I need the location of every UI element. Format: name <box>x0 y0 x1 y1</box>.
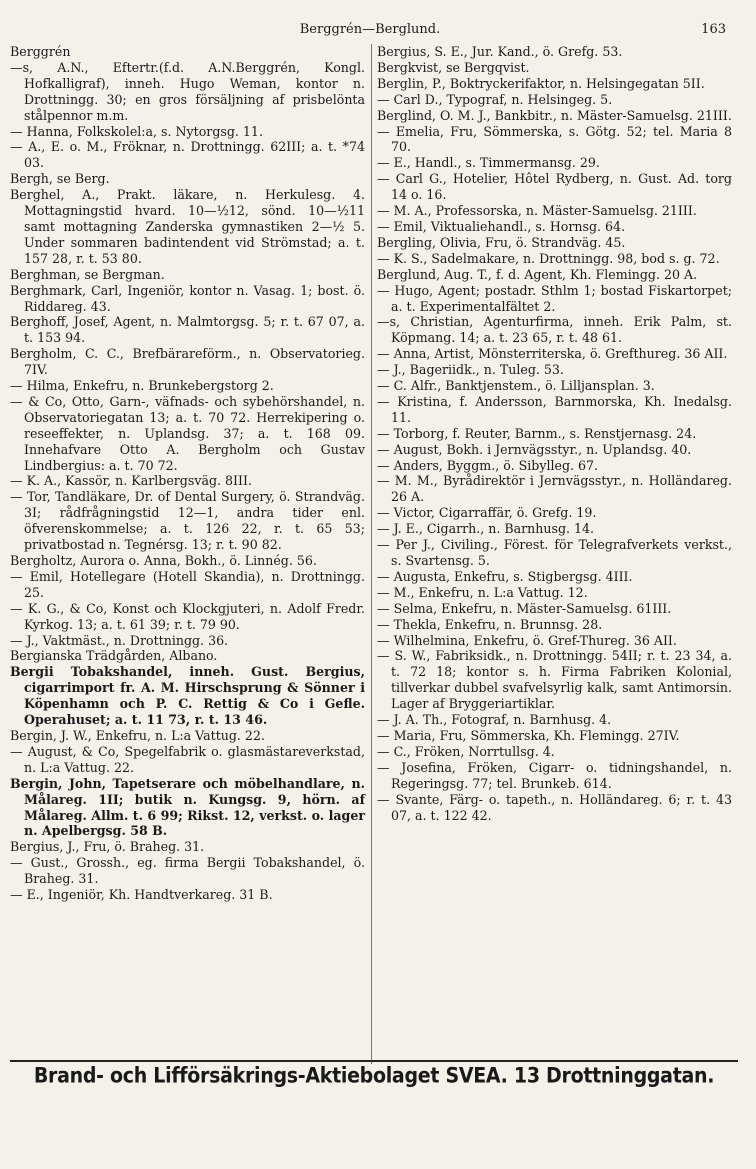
directory-entry: Berglund, Aug. T., f. d. Agent, Kh. Flemingg. 20 A. <box>377 266 698 282</box>
directory-entry: — August, & Co, Spegelfabrik o. glasmästareverkstad, n. L:a Vattug. 22. <box>10 743 370 775</box>
directory-entry: Berglin, P., Boktryckerifaktor, n. Helsingegatan 5II. <box>377 75 705 91</box>
directory-entry: Berggrén <box>10 44 71 59</box>
directory-entry: —s, Christian, Agenturfirma, inneh. Erik Palm, st. Köpmang. 14; a. t. 23 65, r. t. 48 61. <box>377 314 737 346</box>
directory-entry: — M. A., Professorska, n. Mäster-Samuelsg. 21III. <box>377 203 697 219</box>
directory-entry: Bergholm, C. C., Brefbärareförm., n. Observatorieg. 7IV. <box>10 346 370 378</box>
directory-entry: — E., Ingeniör, Kh. Handtverkareg. 31 B. <box>10 887 273 903</box>
directory-entry: — Tor, Tandläkare, Dr. of Dental Surgery, ö. Strandväg. 3I; rådfrågningstid 12—1, andra tider enl. öfverenskommelse; a. t. 126 22, r. t. 65 53; privatbostad n. Tegnérsg. 13; r. t. 90 82. <box>10 489 370 553</box>
directory-entry: — Anders, Byggm., ö. Sibylleg. 67. <box>377 457 599 473</box>
directory-entry: Bergin, J. W., Enkefru, n. L:a Vattug. 22. <box>10 727 265 743</box>
directory-entry: — Maria, Fru, Sömmerska, Kh. Flemingg. 27IV. <box>377 727 680 743</box>
directory-entry: — M. M., Byrådirektör i Jernvägsstyr., n. Holländareg. 26 A. <box>377 473 737 505</box>
directory-entry: — Carl D., Typograf, n. Helsingeg. 5. <box>377 91 613 107</box>
directory-entry: — K. S., Sadelmakare, n. Drottningg. 98, bod s. g. 72. <box>377 250 720 266</box>
directory-entry: — Josefina, Fröken, Cigarr- o. tidningshandel, n. Regeringsg. 77; tel. Brunkeb. 614. <box>377 759 737 791</box>
directory-entry: — Emil, Hotellegare (Hotell Skandia), n. Drottningg. 25. <box>10 568 370 600</box>
directory-entry: — Victor, Cigarraffär, ö. Grefg. 19. <box>377 505 597 521</box>
directory-entry: Berglind, O. M. J., Bankbitr., n. Mäster-Samuelsg. 21III. <box>377 107 732 123</box>
directory-entry: — Wilhelmina, Enkefru, ö. Gref-Thureg. 36 AII. <box>377 632 677 648</box>
footer-rule <box>10 1060 738 1062</box>
running-title: Berggrén—Berglund. <box>299 22 441 37</box>
directory-entry: —s, A.N., Eftertr.(f.d. A.N.Berggrén, Kongl. Hofkalligraf), inneh. Hugo Weman, kontor n. Drottningg. 30; en gros försäljning af prisbelönta stålpennor m.m. <box>10 59 370 123</box>
directory-entry: — K. G., & Co, Konst och Klockgjuteri, n. Adolf Fredr. Kyrkog. 13; a. t. 61 39; r. t. 79 90. <box>10 600 370 632</box>
directory-entry: — Torborg, f. Reuter, Barnm., s. Renstjernasg. 24. <box>377 425 697 441</box>
column-divider <box>371 44 372 1064</box>
directory-entry: — Hilma, Enkefru, n. Brunkebergstorg 2. <box>10 378 274 394</box>
directory-entry: — Anna, Artist, Mönsterriterska, ö. Grefthureg. 36 AII. <box>377 346 728 362</box>
directory-entry: — Svante, Färg- o. tapeth., n. Holländareg. 6; r. t. 43 07, a. t. 122 42. <box>377 791 737 823</box>
directory-entry: — Gust., Grossh., eg. firma Bergii Tobakshandel, ö. Braheg. 31. <box>10 855 370 887</box>
directory-entry: Bergius, S. E., Jur. Kand., ö. Grefg. 53. <box>377 44 623 59</box>
directory-entry: — C., Fröken, Norrtullsg. 4. <box>377 743 555 759</box>
directory-entry: — Per J., Civiling., Förest. för Telegrafverkets verkst., s. Svartensg. 5. <box>377 537 737 568</box>
directory-entry: — Augusta, Enkefru, s. Stigbergsg. 4III. <box>377 568 633 584</box>
directory-entry: Bergling, Olivia, Fru, ö. Strandväg. 45. <box>377 234 626 250</box>
directory-entry: — Hanna, Folkskolel:a, s. Nytorgsg. 11. <box>10 123 263 139</box>
left-column <box>10 44 370 903</box>
directory-entry: Berghman, se Bergman. <box>10 266 165 282</box>
directory-entry: Bergh, se Berg. <box>10 171 110 187</box>
directory-entry: — J. E., Cigarrh., n. Barnhusg. 14. <box>377 521 595 537</box>
directory-entry: Bergin, John, Tapetserare och möbelhandlare, n. Målareg. 1II; butik n. Kungsg. 9, hörn. af Målareg. Allm. t. 6 99; Rikst. 12, verkst. o. lager n. Apelbergsg. 58 B. <box>10 775 370 839</box>
directory-entry: Bergholtz, Aurora o. Anna, Bokh., ö. Linnég. 56. <box>10 553 317 568</box>
page-header <box>10 20 730 44</box>
directory-entry: Berghmark, Carl, Ingeniör, kontor n. Vasag. 1; bost. ö. Riddareg. 43. <box>10 282 370 314</box>
directory-entry: — Selma, Enkefru, n. Mäster-Samuelsg. 61III. <box>377 600 672 616</box>
directory-entry: — K. A., Kassör, n. Karlbergsväg. 8III. <box>10 473 252 489</box>
directory-entry: — Emelia, Fru, Sömmerska, s. Götg. 52; tel. Maria 8 70. <box>377 123 737 155</box>
directory-entry: — J., Vaktmäst., n. Drottningg. 36. <box>10 632 229 648</box>
directory-entry: — A., E. o. M., Fröknar, n. Drottningg. 62III; a. t. *74 03. <box>10 139 370 171</box>
directory-entry: — S. W., Fabriksidk., n. Drottningg. 54II; r. t. 23 34, a. t. 72 18; kontor s. h. Firma Fabriken Kolonial, tillverkar dubbel svafvelsyrlig kalk, samt Antimorsin. Lager af Bryggeriartiklar. <box>377 648 737 712</box>
directory-entry: Bergkvist, se Bergqvist. <box>377 59 530 75</box>
directory-entry: — J., Bageriidk., n. Tuleg. 53. <box>377 362 564 378</box>
directory-entry: — & Co, Otto, Garn-, väfnads- och sybehörshandel, n. Observatoriegatan 13; a. t. 70 72. Herrekipering o. reseeffekter, n. Uplandsg. 37; a. t. 168 09. Innehafvare Otto A. Bergholm och Gustav Lindbergius: a. t. 70 72. <box>10 393 370 473</box>
directory-entry: — Thekla, Enkefru, n. Brunnsg. 28. <box>377 616 603 632</box>
directory-entry: — J. A. Th., Fotograf, n. Barnhusg. 4. <box>377 712 612 728</box>
directory-entry: — August, Bokh. i Jernvägsstyr., n. Uplandsg. 40. <box>377 441 692 457</box>
directory-entry: — E., Handl., s. Timmermansg. 29. <box>377 155 600 171</box>
directory-entry: Berghoff, Josef, Agent, n. Malmtorgsg. 5; r. t. 67 07, a. t. 153 94. <box>10 314 370 346</box>
directory-entry: Bergii Tobakshandel, inneh. Gust. Bergius, cigarrimport fr. A. M. Hirschsprung & Sönner i Köpenhamn och P. C. Rettig & Co i Gefle. Operahuset; a. t. 11 73, r. t. 13 46. <box>10 664 370 728</box>
directory-entry: — Kristina, f. Andersson, Barnmorska, Kh. Inedalsg. 11. <box>377 393 737 425</box>
directory-entry: Berghel, A., Prakt. läkare, n. Herkulesg. 4. Mottagningstid hvard. 10—½12, sönd. 10—½11 samt mottagning Zanderska gymnastiken 2—½ 5. Under sommaren badintendent vid Strömstad; a. t. 157 28, r. t. 53 80. <box>10 187 370 266</box>
directory-entry: — Hugo, Agent; postadr. Sthlm 1; bostad Fiskartorpet; a. t. Experimentalfältet 2. <box>377 282 737 314</box>
directory-entry: — Carl G., Hotelier, Hôtel Rydberg, n. Gust. Ad. torg 14 o. 16. <box>377 171 737 203</box>
directory-columns <box>10 44 738 1044</box>
directory-entry: Bergianska Trädgården, Albano. <box>10 648 218 664</box>
right-column <box>377 44 737 823</box>
directory-entry: — Emil, Viktualiehandl., s. Hornsg. 64. <box>377 218 626 234</box>
footer-advertisement: Brand- och Lifförsäkrings-Aktiebolaget SVEA. 13 Drottninggatan. <box>33 1063 715 1089</box>
page-number: 163 <box>701 22 726 37</box>
directory-entry: Bergius, J., Fru, ö. Braheg. 31. <box>10 839 205 855</box>
directory-entry: — M., Enkefru, n. L:a Vattug. 12. <box>377 584 588 600</box>
directory-entry: — C. Alfr., Banktjenstem., ö. Lilljansplan. 3. <box>377 378 655 394</box>
